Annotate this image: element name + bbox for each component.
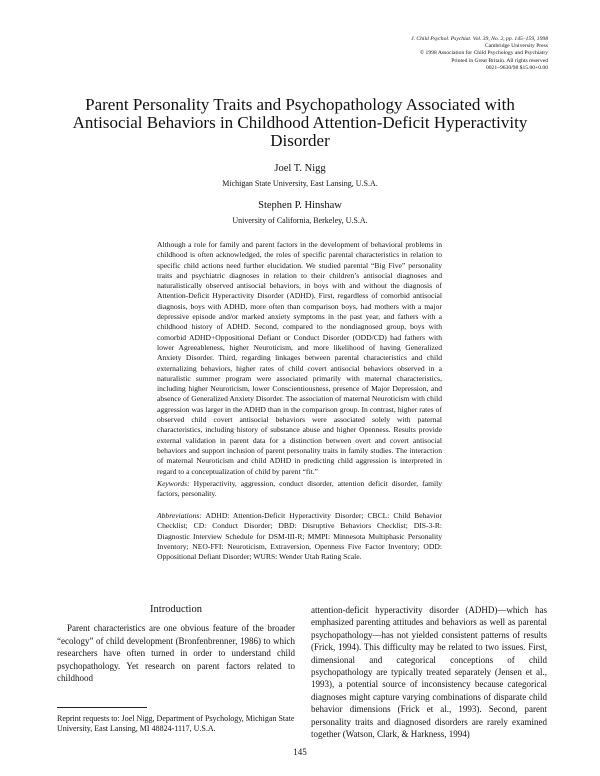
publisher: Cambridge University Press — [484, 43, 548, 50]
author-name-2: Stephen P. Hinshaw — [258, 200, 342, 211]
abstract: Although a role for family and parent factors in the development of behavioral problems in childhood is often acknowledged, the roles of specific parental characteristics in relation to specific child actions need further elucidation. We studied parental “Big Five” personality traits and psychiatric diagnoses in relation to their children’s antisocial diagnoses and naturalistically observed antisocial behaviors, in boys with and without the diagnosis of Attention-Deficit Hyperactivity Disorder (ADHD). First, regardless of comorbid antisocial diagnosis, boys with ADHD, more often than comparison boys, had mothers with a major depressive episode and/or marked anxiety symptoms in the past year, and fathers with a childhood history of ADHD. Second, compared to the nondiagnosed group, boys with comorbid ADHD+Oppositional Defiant or Conduct Disorder (ODD/CD) had fathers with lower Agreeableness, higher Neuroticism, and more likelihood of having Generalized Anxiety Disorder. Third, regarding linkages between parental characteristics and child externalizing behaviors, higher rates of child covert antisocial behaviors observed in a naturalistic summer program were associated primarily with maternal characteristics, including higher Neuroticism, lower Conscientiousness, presence of Major Depression, and absence of Generalized Anxiety Disorder. The association of maternal Neuroticism with child aggression was larger in the ADHD than in the comparison group. In contrast, higher rates of observed child covert antisocial behaviors were associated solely with paternal characteristics, including history of substance abuse and higher Openness. Results provide external validation in parent data for a distinction between overt and covert antisocial behaviors and support inclusion of parent personality traits in family studies. The interaction of maternal Neuroticism and child ADHD in predicting child aggression is interpreted in regard to a conceptualization of child by parent “fit.” — [157, 240, 442, 476]
footnote-divider — [57, 707, 147, 708]
copyright-notice: © 1998 Association for Child Psychology and Psychiatry — [419, 50, 548, 57]
abbreviations-label: Abbreviations: — [157, 511, 202, 520]
left-column — [57, 604, 295, 684]
journal-header-info — [298, 36, 548, 72]
author-affiliation-1: Michigan State University, East Lansing, U.S.A. — [222, 179, 378, 188]
reprint-footnote: Reprint requests to: Joel Nigg, Department of Psychology, Michigan State University, East Lansing, MI 48824-1117, U.S.A. — [57, 714, 295, 734]
introduction-paragraph-right: attention-deficit hyperactivity disorder (ADHD)—which has emphasized parenting attitudes and behaviors as well as parental psychopathology—has not yielded consistent patterns of results (Frick, 1994). This difficulty may be related to two issues. First, dimensional and categorical conceptions of child psychopathology are typically treated separately (Jensen et al., 1993), a potential source of inconsistency because categorical diagnoses might capture varying combinations of disparate child behavior dimensions (Frick et al., 1993). Second, parent personality traits and diagnosed disorders are rarely examined together (Watson, Clark, & Harkness, 1994) — [311, 605, 547, 740]
keywords — [157, 479, 442, 500]
keywords-text: Hyperactivity, aggression, conduct disorder, attention deficit disorder, family factors, personality. — [157, 479, 442, 499]
abbreviations-text: ADHD: Attention-Deficit Hyperactivity Disorder; CBCL: Child Behavior Checklist; CD: Conduct Disorder; DBD: Disruptive Behaviors Checklist; DIS-3-R: Diagnostic Interview Schedule for DSM-III-R; MMPI: Minnesota Multiphasic Personality Inventory; NEO-FFI: Neuroticism, Extraversion, Openness Five Factor Inventory; ODD: Oppositional Defiant Disorder; WURS: Wender Utah Rating Scale. — [157, 511, 442, 562]
author-affiliation-2: University of California, Berkeley, U.S.A. — [232, 216, 368, 225]
page-number: 145 — [293, 747, 307, 757]
introduction-heading: Introduction — [150, 604, 202, 615]
author-name-1: Joel T. Nigg — [274, 163, 326, 174]
journal-citation: J. Child Psychol. Psychiat. Vol. 39, No. 2, pp. 145–159, 1998 — [411, 36, 548, 42]
printed-notice: Printed in Great Britain. All rights reserved — [451, 57, 548, 64]
paper-title: Parent Personality Traits and Psychopathology Associated with Antisocial Behaviors in Childhood Attention-Deficit Hyperactivity Disorder — [72, 95, 528, 150]
right-column — [311, 604, 547, 740]
abbreviations — [157, 511, 442, 562]
keywords-label: Keywords: — [157, 479, 190, 488]
issn-code: 0021–9630/98 $15.00+0.00 — [485, 64, 548, 71]
introduction-paragraph-left: Parent characteristics are one obvious feature of the broader “ecology” of child development (Bronfenbrenner, 1986) to which researchers have often turned in order to understand child psychopathology. Yet research on parent factors related to childhood — [57, 623, 295, 684]
